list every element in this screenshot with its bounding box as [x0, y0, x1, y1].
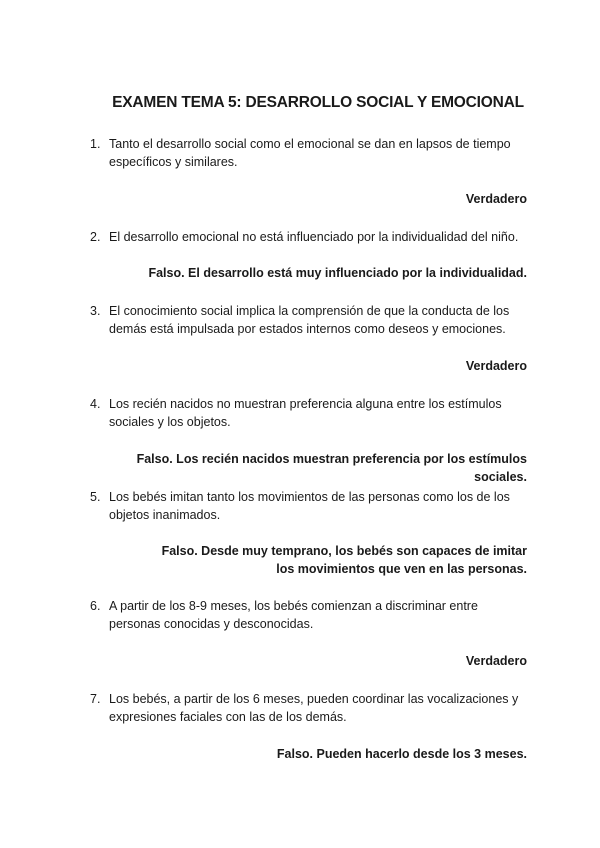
question-number: 7.	[90, 692, 101, 706]
question-7	[90, 690, 530, 726]
answer-3: Verdadero	[465, 359, 527, 373]
question-5	[90, 488, 530, 524]
question-text: Los bebés imitan tanto los movimientos de las personas como los de los objetos inanimados.	[109, 490, 510, 522]
question-3	[90, 302, 530, 338]
question-number: 6.	[90, 599, 101, 613]
question-text: A partir de los 8-9 meses, los bebés comienzan a discriminar entre personas conocidas y desconocidas.	[109, 599, 478, 631]
question-text: El desarrollo emocional no está influenciado por la individualidad del niño.	[109, 230, 519, 244]
question-number: 3.	[90, 304, 101, 318]
question-number: 1.	[90, 137, 101, 151]
page-title: EXAMEN TEMA 5: DESARROLLO SOCIAL Y EMOCIONAL	[112, 94, 524, 111]
question-number: 2.	[90, 230, 101, 244]
question-1	[90, 135, 530, 171]
answer-4: Falso. Los recién nacidos muestran preferencia por los estímulos sociales.	[136, 452, 527, 484]
answer-5: Falso. Desde muy temprano, los bebés son capaces de imitar los movimientos que ven en las personas.	[161, 544, 527, 576]
question-text: Tanto el desarrollo social como el emocional se dan en lapsos de tiempo específicos y similares.	[109, 137, 511, 169]
question-text: Los bebés, a partir de los 6 meses, pueden coordinar las vocalizaciones y expresiones faciales con las de los demás.	[109, 692, 519, 724]
answer-6: Verdadero	[465, 654, 527, 668]
question-number: 5.	[90, 490, 101, 504]
question-text: Los recién nacidos no muestran preferencia alguna entre los estímulos sociales y los objetos.	[109, 397, 502, 429]
answer-7: Falso. Pueden hacerlo desde los 3 meses.	[276, 747, 527, 761]
question-4	[90, 395, 530, 431]
answer-2: Falso. El desarrollo está muy influenciado por la individualidad.	[148, 266, 527, 280]
question-2	[90, 228, 530, 246]
answer-1: Verdadero	[465, 192, 527, 206]
question-number: 4.	[90, 397, 101, 411]
question-6	[90, 597, 530, 633]
question-text: El conocimiento social implica la comprensión de que la conducta de los demás está impulsada por estados internos como deseos y emociones.	[109, 304, 510, 336]
